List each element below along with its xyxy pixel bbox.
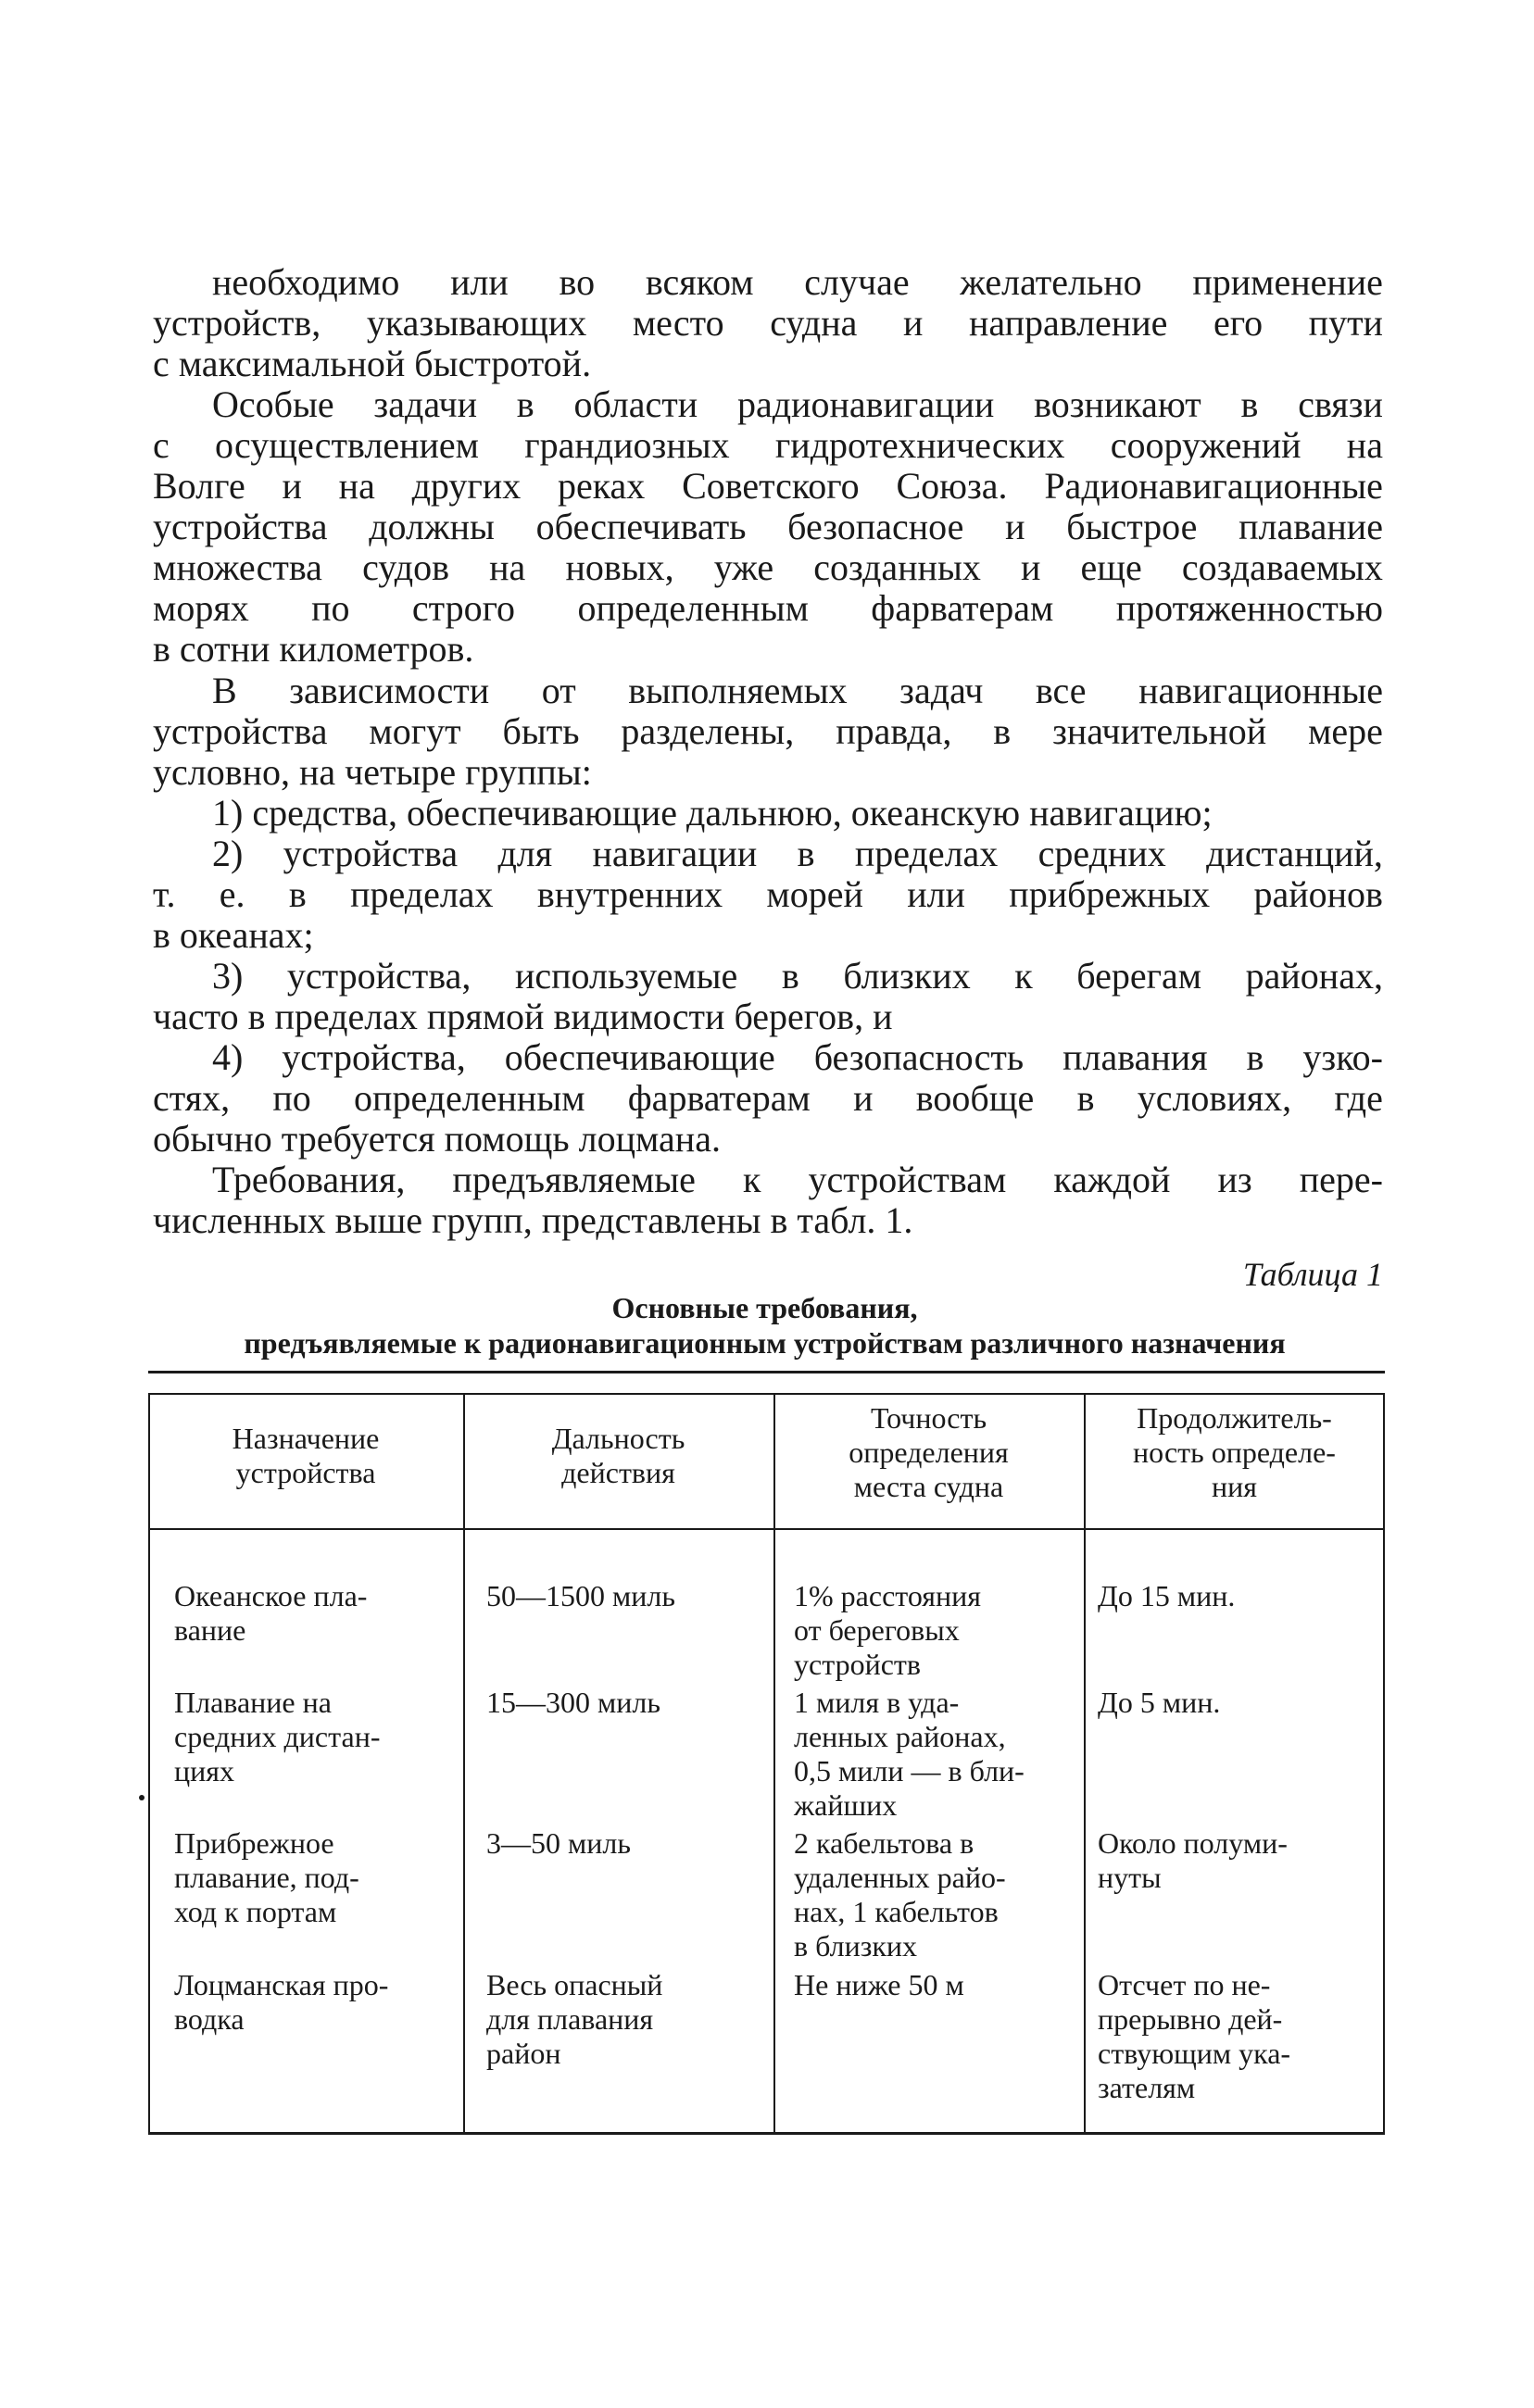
text-line: морях по строго определенным фарватерам протяженностью <box>153 587 1383 629</box>
text-line: Требования, предъявляемые к устройствам каждой из пере- <box>212 1159 1383 1200</box>
paragraph <box>153 956 1383 1037</box>
text-line: с максимальной быстротой. <box>153 343 592 384</box>
table-cell: Плавание на средних дистан- циях <box>174 1686 381 1787</box>
paragraph <box>153 834 1383 956</box>
table-cell: Прибрежное плавание, под- ход к портам <box>174 1826 359 1928</box>
paragraph <box>153 1037 1383 1160</box>
table-cell: До 15 мин. <box>1098 1579 1236 1612</box>
text-line: численных выше групп, представлены в табл. 1. <box>153 1199 913 1241</box>
text-line: условно, на четыре группы: <box>153 751 592 793</box>
text-line: устройств, указывающих место судна и направление его пути <box>153 302 1383 344</box>
scan-dot <box>139 1795 145 1800</box>
table-bottom-rule <box>148 2132 1385 2135</box>
text-line: т. е. в пределах внутренних морей или прибрежных районов <box>153 873 1383 915</box>
column-divider-1 <box>463 1393 465 2134</box>
table-cell: Отсчет по не- прерывно дей- ствующим ука- зателям <box>1098 1968 1291 2104</box>
requirements-table <box>148 1371 1385 2136</box>
text-line: обычно требуется помощь лоцмана. <box>153 1118 721 1160</box>
table-title-line-2: предъявляемые к радионавигационным устройствам различного назначения <box>244 1326 1286 1360</box>
table-cell: 15—300 миль <box>486 1686 660 1719</box>
header-top-rule <box>148 1393 1385 1395</box>
paragraph <box>153 384 1383 670</box>
header-bottom-rule <box>148 1528 1385 1530</box>
text-line: часто в пределах прямой видимости берегов, и <box>153 996 893 1037</box>
table-cell: 1% расстояния от береговых устройств <box>794 1579 981 1681</box>
table-cell: 1 миля в уда- ленных районах, 0,5 мили — в бли- жайших <box>794 1686 1025 1822</box>
table-cell: Не ниже 50 м <box>794 1968 964 2001</box>
table-cell: 50—1500 миль <box>486 1579 675 1612</box>
table-cell: Весь опасный для плавания район <box>486 1968 663 2070</box>
text-line: 3) устройства, используемые в близких к берегам районах, <box>212 955 1383 997</box>
header-cell-range: Дальность действия <box>551 1422 685 1489</box>
text-line: Особые задачи в области радионавигации возникают в связи <box>212 383 1383 425</box>
table-left-border <box>148 1393 150 2134</box>
text-line: множества судов на новых, уже созданных и еще создаваемых <box>153 546 1383 588</box>
paragraph <box>153 262 1383 384</box>
text-line: необходимо или во всяком случае желательно применение <box>212 261 1383 303</box>
text-line: 4) устройства, обеспечивающие безопасность плавания в узко- <box>212 1036 1383 1078</box>
table-cell: 3—50 миль <box>486 1826 631 1860</box>
text-line: стях, по определенным фарватерам и вообще в условиях, где <box>153 1077 1383 1119</box>
paragraph <box>153 671 1383 793</box>
table-cell: До 5 мин. <box>1098 1686 1221 1719</box>
table-cell: 2 кабельтова в удаленных райо- нах, 1 кабельтов в близких <box>794 1826 1006 1963</box>
table-cell: Океанское пла- вание <box>174 1579 368 1647</box>
text-line: с осуществлением грандиозных гидротехнических сооружений на <box>153 424 1383 466</box>
paragraph <box>153 793 1383 834</box>
text-line: 2) устройства для навигации в пределах средних дистанций, <box>212 833 1383 874</box>
table-right-border <box>1383 1393 1385 2134</box>
text-line: В зависимости от выполняемых задач все навигационные <box>212 670 1383 711</box>
text-line: устройства могут быть разделены, правда, в значительной мере <box>153 710 1383 752</box>
column-divider-2 <box>773 1393 775 2134</box>
table-title-line-1: Основные требования, <box>611 1291 918 1324</box>
text-line: 1) средства, обеспечивающие дальнюю, океанскую навигацию; <box>212 792 1213 834</box>
column-divider-3 <box>1084 1393 1086 2134</box>
paragraph <box>153 1160 1383 1241</box>
header-cell-purpose: Назначение устройства <box>232 1422 380 1489</box>
table-top-rule <box>148 1371 1385 1373</box>
text-line: в океанах; <box>153 914 314 956</box>
text-line: Волге и на других реках Советского Союза. Радионавигационные <box>153 465 1383 507</box>
table-cell: Около полуми- нуты <box>1098 1826 1288 1894</box>
header-cell-accuracy: Точность определения места судна <box>849 1401 1009 1503</box>
header-cell-duration: Продолжитель- ность определе- ния <box>1133 1401 1336 1503</box>
text-line: устройства должны обеспечивать безопасное и быстрое плавание <box>153 506 1383 547</box>
table-label: Таблица 1 <box>1242 1256 1383 1293</box>
text-line: в сотни километров. <box>153 628 474 670</box>
table-cell: Лоцманская про- водка <box>174 1968 389 2036</box>
